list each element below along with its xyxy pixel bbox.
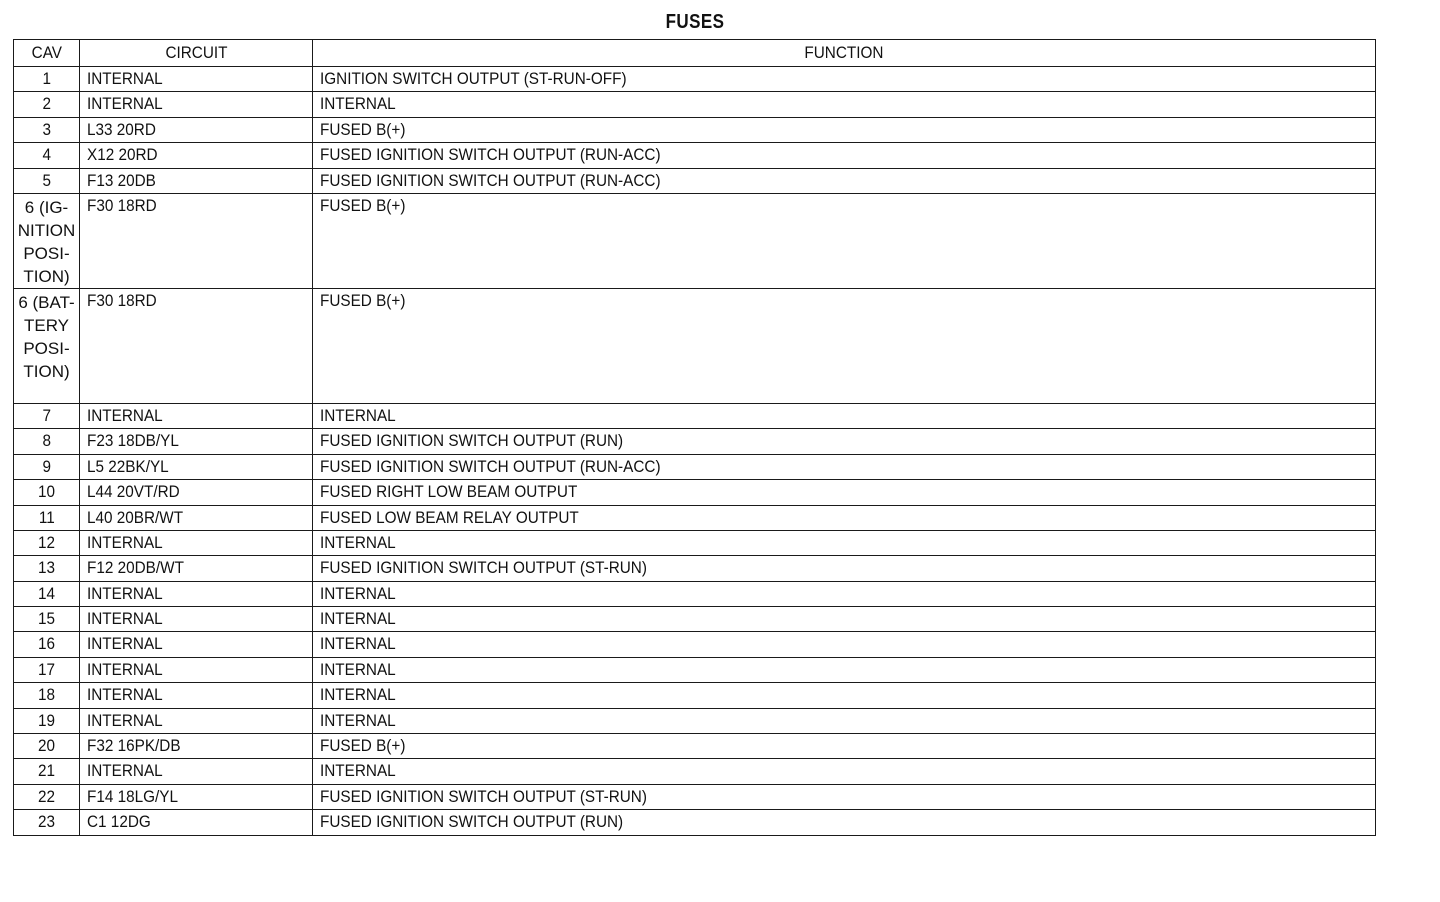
function-cell: FUSED IGNITION SWITCH OUTPUT (RUN)	[313, 429, 1376, 454]
cav-cell: 14	[14, 581, 80, 606]
function-cell: FUSED IGNITION SWITCH OUTPUT (RUN-ACC)	[313, 454, 1376, 479]
circuit-cell: L40 20BR/WT	[80, 505, 313, 530]
function-cell: FUSED B(+)	[313, 734, 1376, 759]
function-cell: INTERNAL	[313, 708, 1376, 733]
function-cell: FUSED B(+)	[313, 193, 1376, 288]
table-header-row	[14, 40, 1376, 67]
circuit-cell: INTERNAL	[80, 403, 313, 428]
circuit-cell: INTERNAL	[80, 607, 313, 632]
column-header-function: FUNCTION	[313, 40, 1376, 67]
cav-cell: 18	[14, 683, 80, 708]
cav-cell: 6 (BAT- TERY POSI- TION)	[14, 288, 80, 403]
function-cell: FUSED LOW BEAM RELAY OUTPUT	[313, 505, 1376, 530]
circuit-cell: INTERNAL	[80, 683, 313, 708]
column-header-cav: CAV	[14, 40, 80, 67]
cav-cell: 6 (IG- NITION POSI- TION)	[14, 193, 80, 288]
circuit-cell: F13 20DB	[80, 168, 313, 193]
table-row	[14, 403, 1376, 428]
cav-cell: 11	[14, 505, 80, 530]
cav-cell: 20	[14, 734, 80, 759]
function-cell: IGNITION SWITCH OUTPUT (ST-RUN-OFF)	[313, 67, 1376, 92]
table-row	[14, 810, 1376, 835]
circuit-cell: INTERNAL	[80, 92, 313, 117]
cav-cell: 15	[14, 607, 80, 632]
cav-cell: 3	[14, 117, 80, 142]
cav-cell: 13	[14, 556, 80, 581]
circuit-cell: L5 22BK/YL	[80, 454, 313, 479]
cav-cell: 23	[14, 810, 80, 835]
circuit-cell: INTERNAL	[80, 530, 313, 555]
table-row	[14, 67, 1376, 92]
table-row	[14, 657, 1376, 682]
circuit-cell: F30 18RD	[80, 288, 313, 403]
function-cell: FUSED IGNITION SWITCH OUTPUT (RUN)	[313, 810, 1376, 835]
function-cell: INTERNAL	[313, 632, 1376, 657]
table-row	[14, 505, 1376, 530]
function-cell: INTERNAL	[313, 759, 1376, 784]
cav-cell: 2	[14, 92, 80, 117]
cav-cell: 22	[14, 784, 80, 809]
cav-cell: 1	[14, 67, 80, 92]
function-cell: INTERNAL	[313, 92, 1376, 117]
function-cell: INTERNAL	[313, 530, 1376, 555]
cav-cell: 19	[14, 708, 80, 733]
column-header-circuit: CIRCUIT	[80, 40, 313, 67]
page-title: FUSES	[665, 11, 725, 33]
cav-cell: 21	[14, 759, 80, 784]
function-cell: FUSED IGNITION SWITCH OUTPUT (ST-RUN)	[313, 784, 1376, 809]
table-row	[14, 581, 1376, 606]
function-cell: FUSED B(+)	[313, 288, 1376, 403]
function-cell: FUSED B(+)	[313, 117, 1376, 142]
table-row	[14, 143, 1376, 168]
table-row	[14, 168, 1376, 193]
circuit-cell: F32 16PK/DB	[80, 734, 313, 759]
function-cell: INTERNAL	[313, 403, 1376, 428]
cav-cell: 5	[14, 168, 80, 193]
table-row	[14, 759, 1376, 784]
function-cell: INTERNAL	[313, 683, 1376, 708]
circuit-cell: X12 20RD	[80, 143, 313, 168]
table-row	[14, 193, 1376, 288]
table-row	[14, 784, 1376, 809]
circuit-cell: C1 12DG	[80, 810, 313, 835]
function-cell: FUSED RIGHT LOW BEAM OUTPUT	[313, 480, 1376, 505]
table-row	[14, 429, 1376, 454]
table-row	[14, 683, 1376, 708]
function-cell: INTERNAL	[313, 657, 1376, 682]
function-cell: INTERNAL	[313, 607, 1376, 632]
table-row	[14, 92, 1376, 117]
circuit-cell: L44 20VT/RD	[80, 480, 313, 505]
table-row	[14, 288, 1376, 403]
table-row	[14, 480, 1376, 505]
table-row	[14, 556, 1376, 581]
fuse-table	[13, 39, 1376, 836]
circuit-cell: F14 18LG/YL	[80, 784, 313, 809]
table-row	[14, 117, 1376, 142]
circuit-cell: INTERNAL	[80, 759, 313, 784]
circuit-cell: INTERNAL	[80, 581, 313, 606]
circuit-cell: INTERNAL	[80, 708, 313, 733]
function-cell: FUSED IGNITION SWITCH OUTPUT (RUN-ACC)	[313, 143, 1376, 168]
table-row	[14, 734, 1376, 759]
cav-cell: 8	[14, 429, 80, 454]
circuit-cell: F30 18RD	[80, 193, 313, 288]
circuit-cell: L33 20RD	[80, 117, 313, 142]
circuit-cell: INTERNAL	[80, 632, 313, 657]
circuit-cell: F12 20DB/WT	[80, 556, 313, 581]
cav-cell: 7	[14, 403, 80, 428]
table-row	[14, 632, 1376, 657]
function-cell: FUSED IGNITION SWITCH OUTPUT (RUN-ACC)	[313, 168, 1376, 193]
table-row	[14, 530, 1376, 555]
circuit-cell: INTERNAL	[80, 657, 313, 682]
function-cell: FUSED IGNITION SWITCH OUTPUT (ST-RUN)	[313, 556, 1376, 581]
cav-cell: 12	[14, 530, 80, 555]
circuit-cell: INTERNAL	[80, 67, 313, 92]
table-row	[14, 454, 1376, 479]
cav-cell: 9	[14, 454, 80, 479]
cav-cell: 4	[14, 143, 80, 168]
table-row	[14, 607, 1376, 632]
table-row	[14, 708, 1376, 733]
function-cell: INTERNAL	[313, 581, 1376, 606]
cav-cell: 10	[14, 480, 80, 505]
circuit-cell: F23 18DB/YL	[80, 429, 313, 454]
cav-cell: 17	[14, 657, 80, 682]
cav-cell: 16	[14, 632, 80, 657]
